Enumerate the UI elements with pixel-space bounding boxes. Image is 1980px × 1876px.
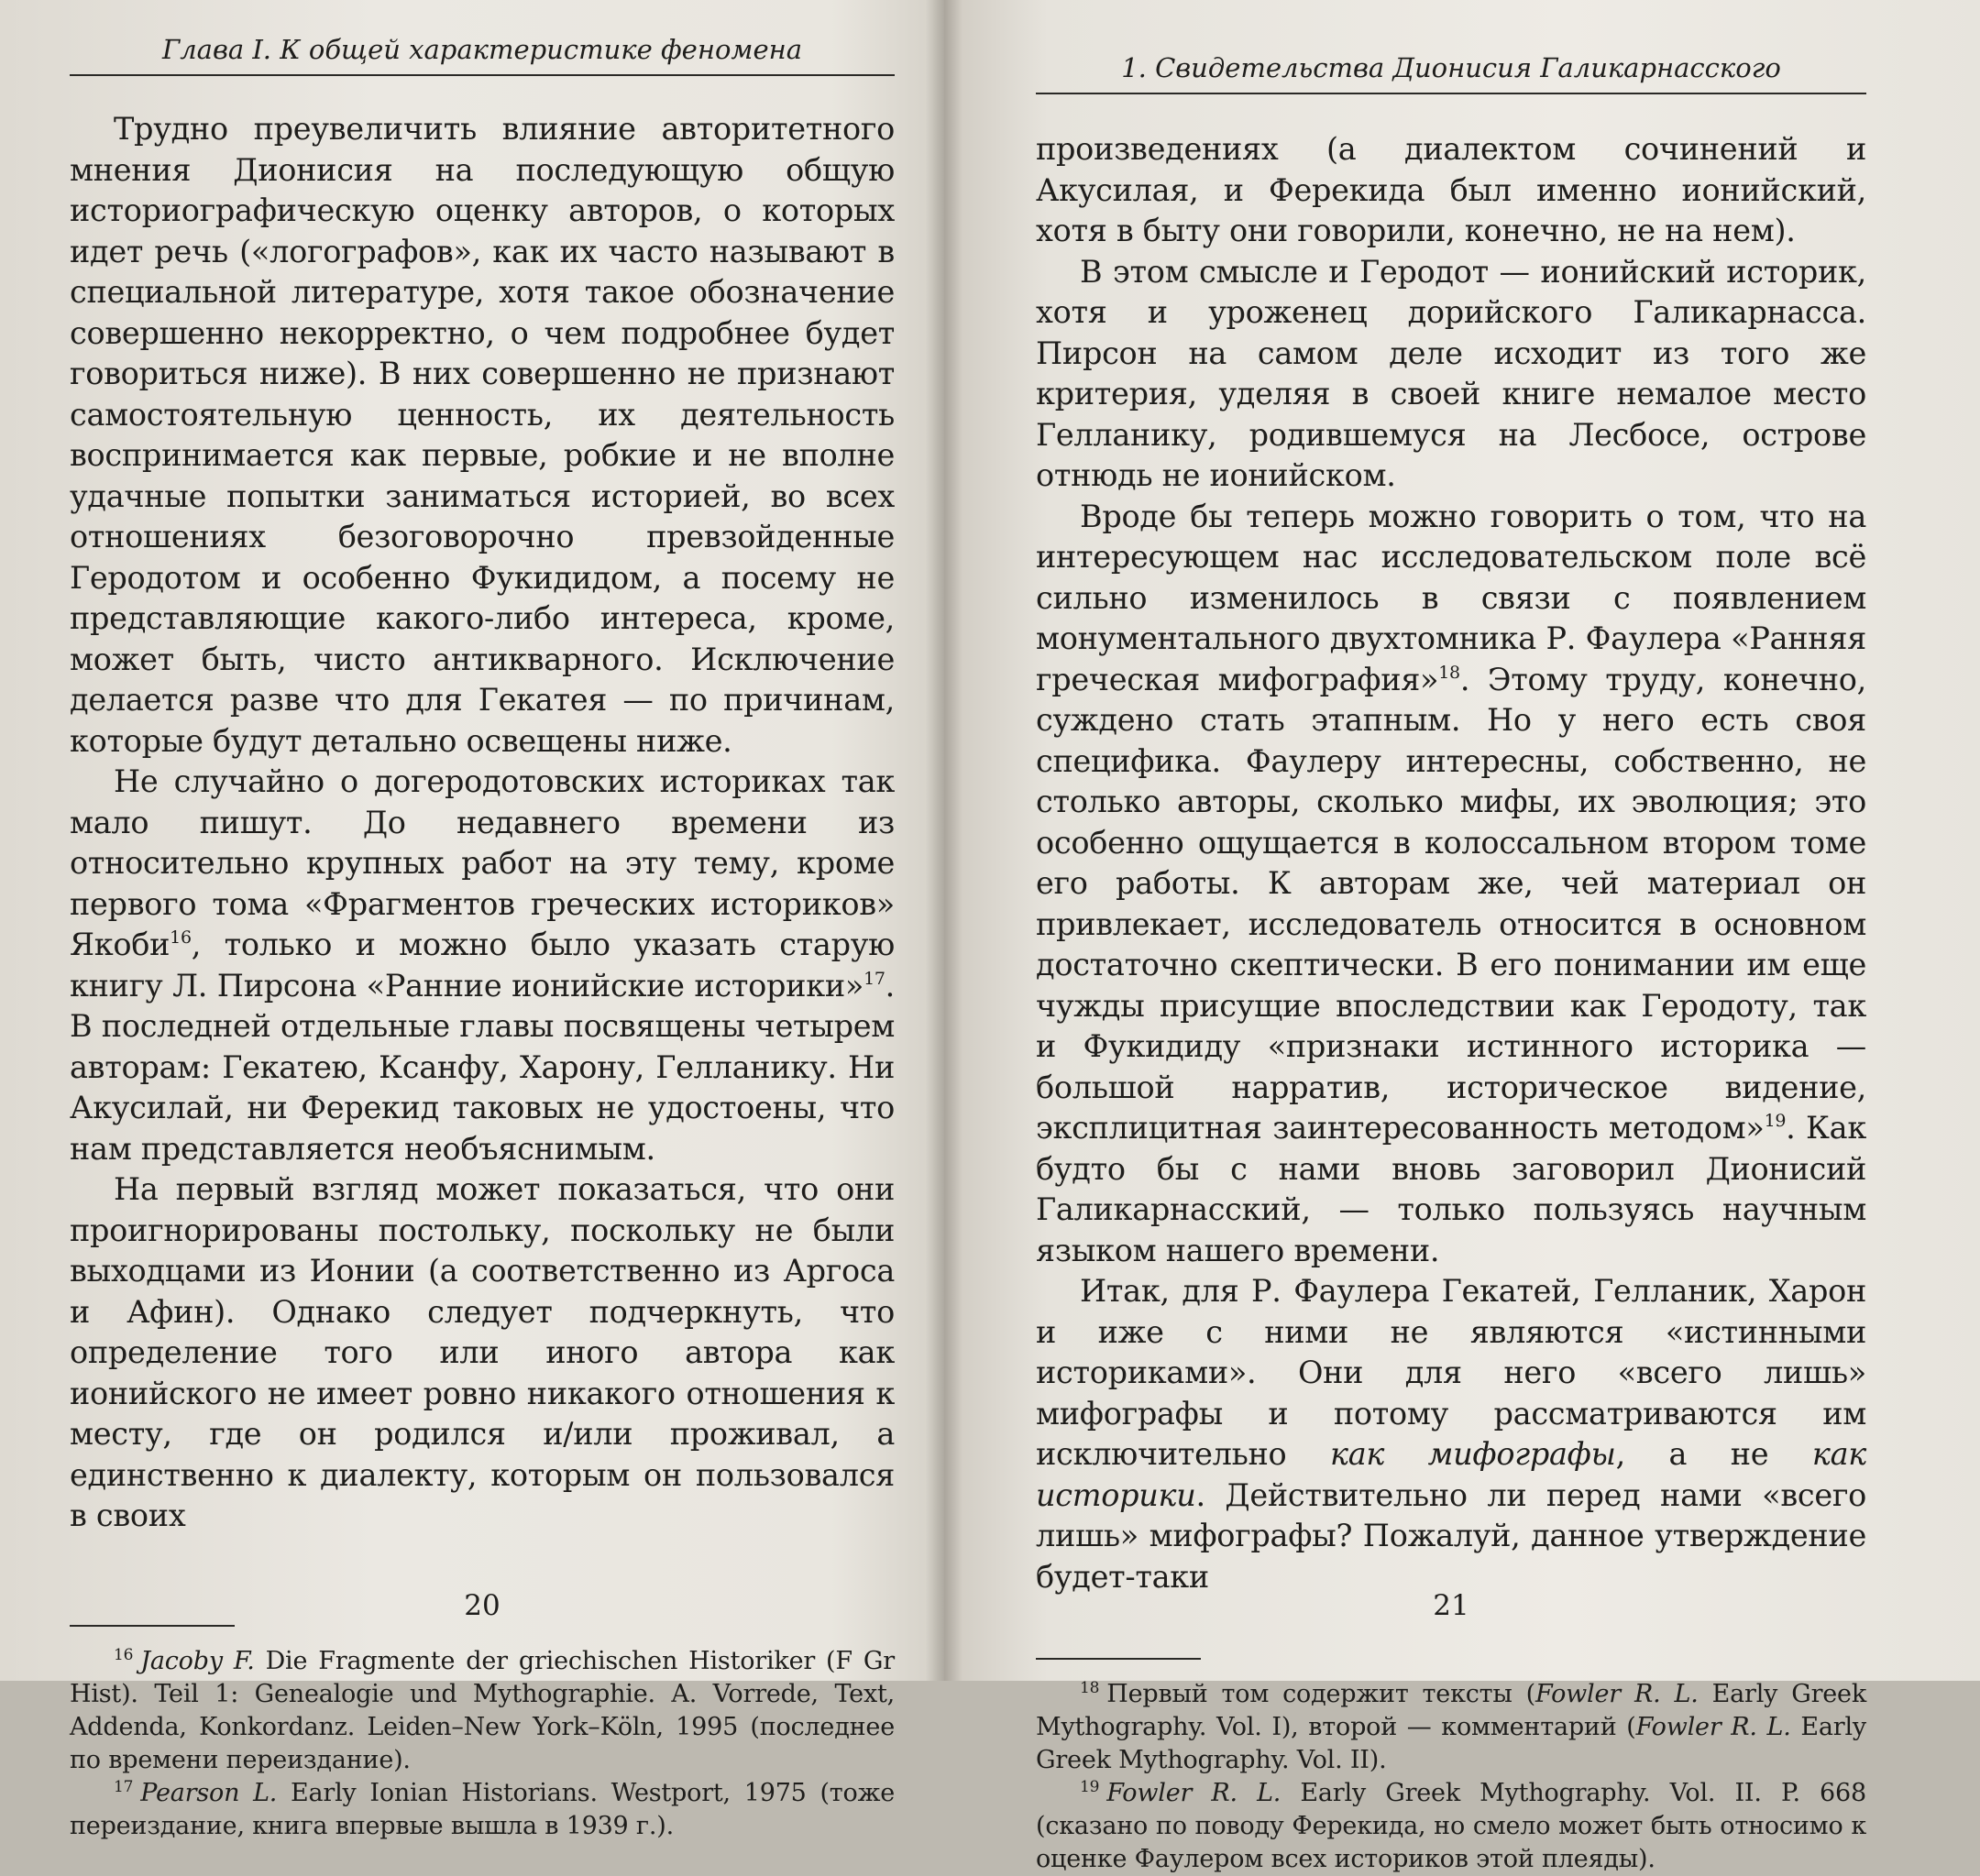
right-page bbox=[944, 0, 1980, 1873]
footnote-rule bbox=[70, 1625, 235, 1627]
footnotes-left bbox=[70, 1645, 895, 1843]
footnote-number: 16 bbox=[114, 1645, 134, 1664]
paragraph: На первый взгляд может показаться, что они проигнорированы постольку, поскольку не были выходцами из Ионии (а соответственно из Аргоса и Афин). Однако следует подчеркнуть, что определение того или иного автора как ионийского не имеет ровно никакого отношения к месту, где он родился и/или проживал, а единственно к диалекту, которым он пользовался в своих bbox=[70, 1171, 895, 1533]
paragraph-text: , только и можно было указать старую книгу Л. Пирсона «Ранние ионийские историки» bbox=[70, 927, 895, 1004]
paragraph bbox=[1036, 1271, 1866, 1597]
book-gutter bbox=[926, 0, 962, 1681]
footnote-18 bbox=[1036, 1678, 1866, 1777]
page-number-left: 20 bbox=[464, 1589, 500, 1622]
footnote-text: Early Ionian Historians. Westport, 1975 (тоже переиздание, книга впервые вышла в 1939 г.). bbox=[70, 1778, 895, 1840]
footnote-number: 17 bbox=[114, 1777, 134, 1796]
paragraph-text: . Действительно ли перед нами «всего лишь» мифографы? Пожалуй, данное утверждение будет-таки bbox=[1036, 1476, 1866, 1595]
footnote-16 bbox=[70, 1645, 895, 1777]
footnote-ref-16: 16 bbox=[170, 927, 192, 948]
footnote-author: Fowler R. L. bbox=[1535, 1680, 1699, 1708]
paragraph-text: Итак, для Р. Фаулера Гекатей, Гелланик, Харон и иже с ними не являются «истинными историками». Они для него «всего лишь» мифографы и потому рассматриваются им исключительно bbox=[1036, 1273, 1866, 1472]
footnote-author: Jacoby F. bbox=[140, 1646, 255, 1675]
footnote-19 bbox=[1036, 1777, 1866, 1876]
paragraph-text: , а не bbox=[1615, 1436, 1812, 1472]
paragraph-text: . В последней отдельные главы посвящены четырем авторам: Гекатею, Ксанфу, Харону, Гелланику. Ни Акусилай, ни Ферекид таковых не удостоены, что нам представляется необъяснимым. bbox=[70, 967, 895, 1167]
page-number-right: 21 bbox=[1433, 1589, 1469, 1622]
footnote-text: Early Greek Mythography. Vol. II). bbox=[1036, 1713, 1866, 1774]
footnote-text: Early Greek Mythography. Vol. I), второй — комментарий ( bbox=[1036, 1680, 1866, 1741]
paragraph: произведениях (а диалектом сочинений и Акусилая, и Ферекида был именно ионийский, хотя в быту они говорили, конечно, не на нем). bbox=[1036, 131, 1866, 248]
paragraph bbox=[1036, 497, 1866, 1272]
running-head-left: Глава I. К общей характеристике феномена bbox=[70, 37, 895, 76]
footnotes-right bbox=[1036, 1678, 1866, 1876]
footnote-ref-17: 17 bbox=[864, 968, 886, 989]
emphasis: как мифографы bbox=[1330, 1436, 1616, 1472]
footnote-17 bbox=[70, 1777, 895, 1843]
paragraph-text: Не случайно о догеродотовских историках так мало пишут. До недавнего времени из относительно крупных работ на эту тему, кроме первого тома «Фрагментов греческих историков» Якоби bbox=[70, 763, 895, 962]
footnote-rule bbox=[1036, 1658, 1201, 1660]
left-page bbox=[0, 0, 944, 1840]
footnote-author: Fowler R. L. bbox=[1106, 1779, 1282, 1807]
body-text-right bbox=[1036, 129, 1866, 1597]
paragraph: В этом смысле и Геродот — ионийский историк, хотя и уроженец дорийского Галикарнасса. Пирсон на самом деле исходит из того же критерия, уделяя в своей книге немалое место Гелланику, родившемуся на Лесбосе, острове отнюдь не ионийском. bbox=[1036, 253, 1866, 493]
footnote-text: Die Fragmente der griechischen Historiker (F Gr Hist). Teil 1: Genealogie und Mythographie. A. Vorrede, Text, Addenda, Konkordanz. Leiden–New York–Köln, 1995 (последнее по времени переиздание). bbox=[70, 1646, 896, 1774]
paragraph: Трудно преувеличить влияние авторитетного мнения Дионисия на последующую общую историографическую оценку авторов, о которых идет речь («логографов», как их часто называют в специальной литературе, хотя такое обозначение совершенно некорректно, о чем подробнее будет говориться ниже). В них совершенно не признают самостоятельную ценность, их деятельность воспринимается как первые, робкие и не вполне удачные попытки заниматься историей, во всех отношениях безоговорочно превзойденные Геродотом и особенно Фукидидом, а посему не представляющие какого-либо интереса, кроме, может быть, чисто антикварного. Исключение делается разве что для Гекатея — по причинам, которые будут детально освещены ниже. bbox=[70, 111, 895, 759]
footnote-number: 18 bbox=[1080, 1679, 1100, 1697]
paragraph bbox=[70, 762, 895, 1169]
running-head-right: 1. Свидетельства Дионисия Галикарнасского bbox=[1036, 55, 1866, 94]
body-text-left bbox=[70, 109, 895, 1537]
footnote-number: 19 bbox=[1080, 1778, 1100, 1796]
footnote-ref-18: 18 bbox=[1438, 662, 1460, 683]
footnote-author: Pearson L. bbox=[140, 1778, 278, 1807]
footnote-text: Первый том содержит тексты ( bbox=[1106, 1680, 1536, 1708]
footnote-ref-19: 19 bbox=[1764, 1111, 1787, 1131]
footnote-author: Fowler R. L. bbox=[1635, 1713, 1791, 1741]
paragraph-text: . Как будто бы с нами вновь заговорил Дионисий Галикарнасский, — только пользуясь научным языком нашего времени. bbox=[1036, 1110, 1866, 1268]
paragraph-text: Вроде бы теперь можно говорить о том, что на интересующем нас исследовательском поле всё сильно изменилось в связи с появлением монументального двухтомника Р. Фаулера «Ранняя греческая мифография» bbox=[1036, 498, 1866, 697]
paragraph-text: . Этому труду, конечно, суждено стать этапным. Но у него есть своя специфика. Фаулеру интересны, собственно, не столько авторы, сколько мифы, их эволюция; это особенно ощущается в колоссальном втором томе его работы. К авторам же, чей материал он привлекает, исследователь относится в основном достаточно скептически. В его понимании им еще чужды присущие впоследствии как Геродоту, так и Фукидиду «признаки истинного историка — большой нарратив, историческое видение, эксплицитная заинтересованность методом» bbox=[1036, 661, 1866, 1146]
emphasis: как историки bbox=[1036, 1436, 1866, 1513]
footnote-text: Early Greek Mythography. Vol. II. P. 668 (сказано по поводу Ферекида, но смело может быть относимо к оценке Фаулером всех историков этой плеяды). bbox=[1036, 1779, 1866, 1873]
